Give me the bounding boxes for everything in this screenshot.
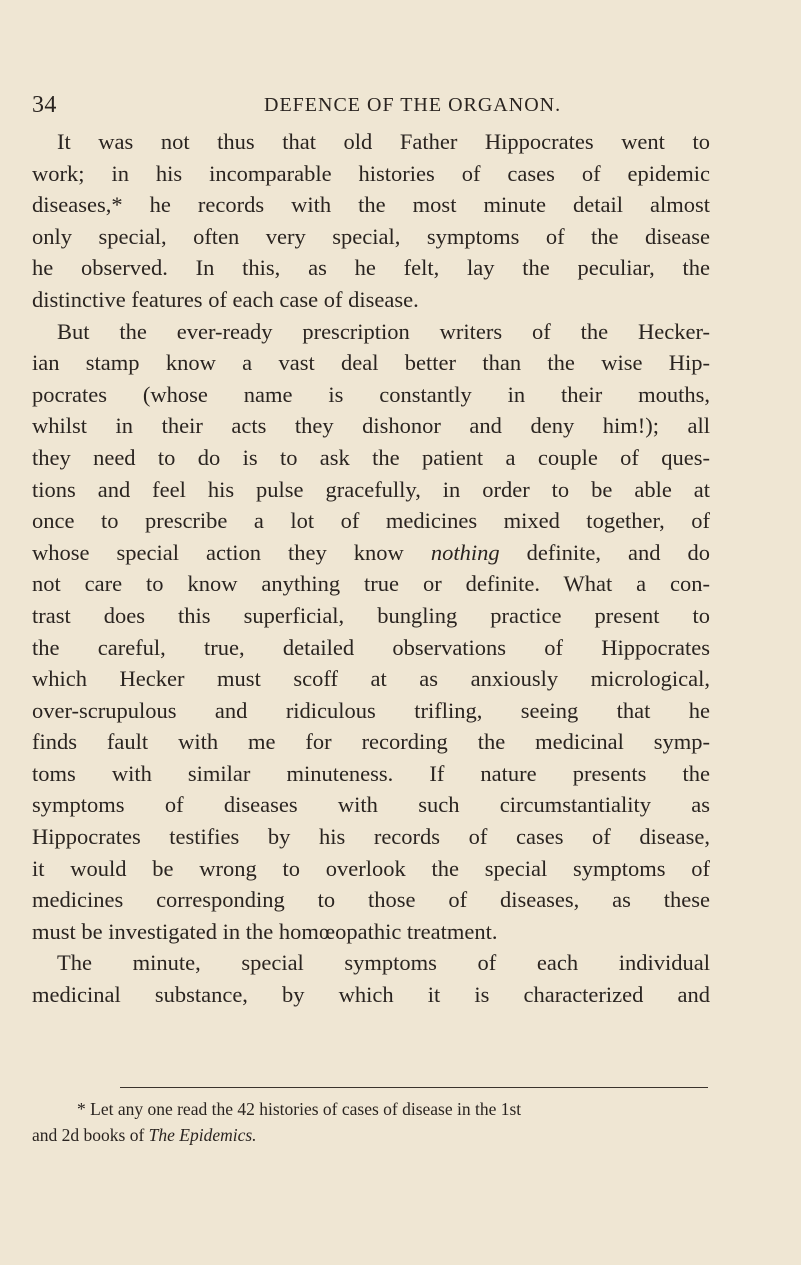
- page-number: 34: [32, 92, 57, 118]
- footnote-divider: [120, 1087, 708, 1088]
- text-line: tions and feel his pulse gracefully, in order to be able at: [32, 476, 710, 502]
- text-line: pocrates (whose name is constantly in their mouths,: [32, 381, 710, 407]
- footnote: [32, 1096, 710, 1148]
- text-line: symptoms of diseases with such circumstantiality as: [32, 792, 710, 818]
- text-line: The minute, special symptoms of each individual: [57, 950, 710, 976]
- footnote-line: [32, 1122, 710, 1148]
- text-line: diseases,* he records with the most minute detail almost: [32, 192, 710, 218]
- text-line: only special, often very special, symptoms of the disease: [32, 223, 710, 249]
- text-line: it would be wrong to overlook the special symptoms of: [32, 855, 710, 881]
- text-line: work; in his incomparable histories of cases of epidemic: [32, 160, 710, 186]
- text-line: toms with similar minuteness. If nature presents the: [32, 760, 710, 786]
- text-segment: whose special action they know: [32, 539, 404, 565]
- text-line: he observed. In this, as he felt, lay the peculiar, the: [32, 255, 710, 281]
- footnote-line: * Let any one read the 42 histories of cases of disease in the 1st: [77, 1099, 522, 1119]
- text-line: they need to do is to ask the patient a couple of ques-: [32, 444, 710, 470]
- footnote-book-title: The Epidemics.: [148, 1125, 257, 1145]
- text-line: over-scrupulous and ridiculous trifling, seeing that he: [32, 697, 710, 723]
- text-line: medicines corresponding to those of diseases, as these: [32, 887, 710, 913]
- text-line: the careful, true, detailed observations of Hippocrates: [32, 634, 710, 660]
- text-line: Hippocrates testifies by his records of cases of disease,: [32, 824, 710, 850]
- body-text: [32, 126, 710, 1011]
- text-line: distinctive features of each case of disease.: [32, 286, 419, 312]
- text-line-with-italic: [32, 537, 710, 569]
- text-segment: definite, and do: [526, 539, 710, 565]
- running-title: DEFENCE OF THE ORGANON.: [264, 94, 562, 116]
- text-line: whilst in their acts they dishonor and deny him!); all: [32, 413, 710, 439]
- text-line: once to prescribe a lot of medicines mixed together, of: [32, 508, 710, 534]
- text-line: not care to know anything true or definite. What a con-: [32, 571, 710, 597]
- text-line: finds fault with me for recording the medicinal symp-: [32, 729, 710, 755]
- text-line: which Hecker must scoff at as anxiously micrological,: [32, 666, 710, 692]
- text-line: ian stamp know a vast deal better than the wise Hip-: [32, 350, 710, 376]
- text-line: must be investigated in the homœopathic treatment.: [32, 918, 498, 944]
- text-line: medicinal substance, by which it is characterized and: [32, 982, 710, 1008]
- page-header: [32, 92, 712, 122]
- italic-word: nothing: [430, 539, 500, 565]
- text-line: trast does this superficial, bungling practice present to: [32, 602, 710, 628]
- text-line: It was not thus that old Father Hippocrates went to: [57, 129, 710, 154]
- text-line: But the ever-ready prescription writers of the Hecker-: [57, 318, 710, 344]
- footnote-text: and 2d books of: [32, 1125, 149, 1145]
